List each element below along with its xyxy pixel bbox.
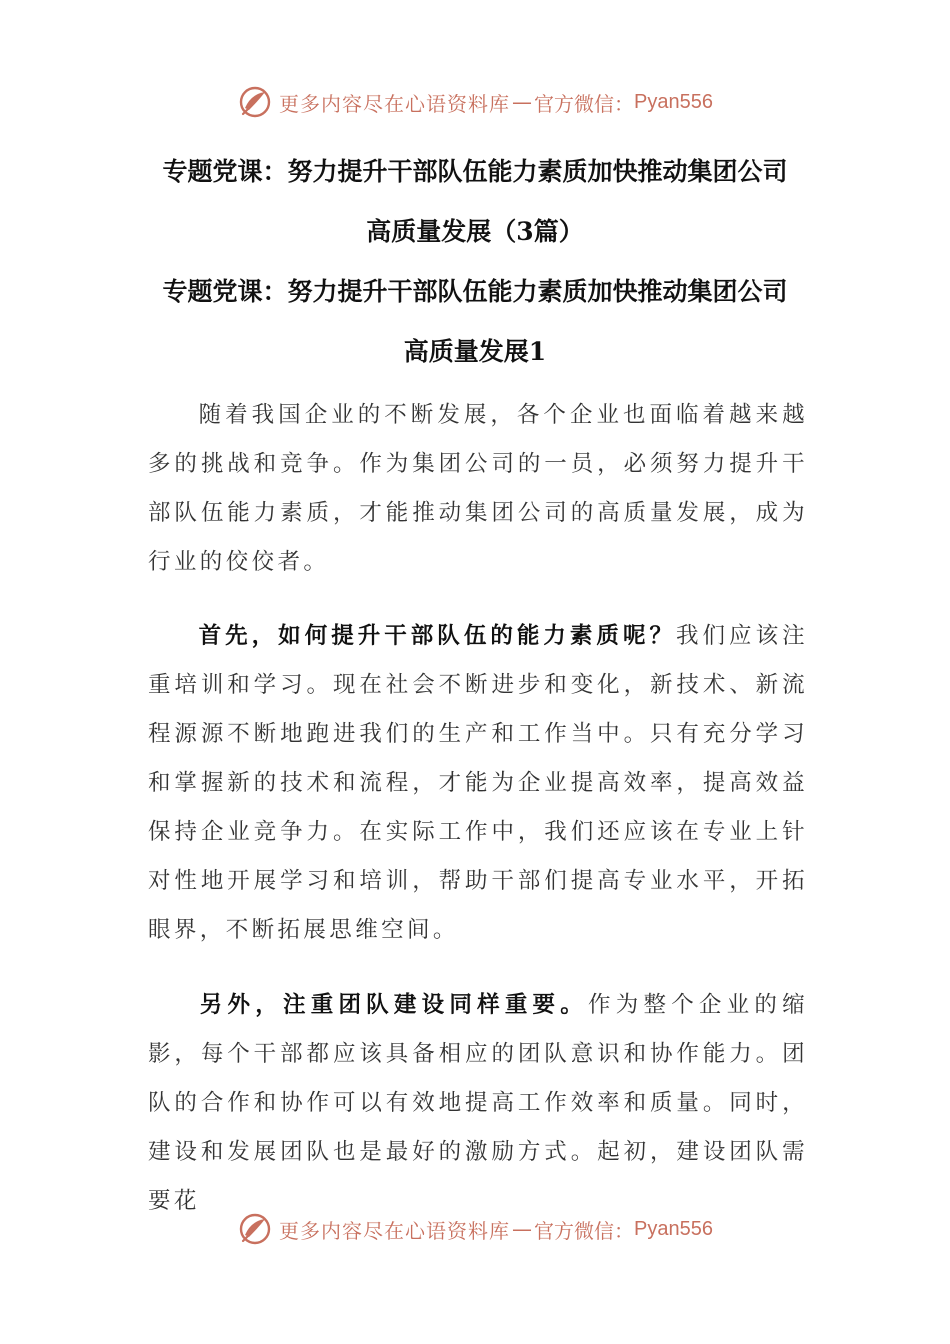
paragraph-text: 我们应该注重培训和学习。现在社会不断进步和变化，新技术、新流程源源不断地跑进我们的生产和工作当中。只有充分学习和掌握新的技术和流程，才能为企业提高效率，提高效益保持企业竞争力。在实际工作中，我们还应该在专业上针对性地开展学习和培训，帮助干部们提高专业水平，开拓眼界，不断拓展思维空间。 [148,623,808,943]
footer-watermark-banner [0,1211,950,1247]
paragraph-training [148,612,808,955]
banner-dash: — [512,90,533,114]
header-watermark-banner [0,84,950,120]
paragraph-teamwork [148,981,808,1226]
banner-label: 官方微信： [534,91,635,116]
banner-wechat-id: Pyan556 [634,90,713,113]
section-title-line1: 专题党课：努力提升干部队伍能力素质加快推动集团公司 [162,277,788,306]
banner-dash: — [512,1217,533,1241]
document-title-line1: 专题党课：努力提升干部队伍能力素质加快推动集团公司 [162,157,788,186]
document-title-line2: 高质量发展（3篇） [366,217,584,246]
paragraph-text: 随着我国企业的不断发展，各个企业也面临着越来越多的挑战和竞争。作为集团公司的一员，必须努力提升干部队伍能力素质，才能推动集团公司的高质量发展，成为行业的佼佼者。 [148,402,808,575]
pen-logo-icon [237,84,273,120]
paragraph-lead-bold: 首先，如何提升干部队伍的能力素质呢？ [198,623,676,649]
paragraph-intro [148,391,808,587]
paragraph-text: 作为整个企业的缩影，每个干部都应该具备相应的团队意识和协作能力。团队的合作和协作可以有效地提高工作效率和质量。同时，建设和发展团队也是最好的激励方式。起初，建设团队需要花 [148,992,809,1214]
banner-brand-text: 更多内容尽在心语资料库 [279,1218,511,1243]
banner-label: 官方微信： [534,1218,635,1243]
document-title [0,142,950,262]
banner-wechat-id: Pyan556 [634,1217,713,1240]
section-title [0,262,950,382]
paragraph-lead-bold: 另外，注重团队建设同样重要。 [198,992,589,1018]
pen-logo-icon [237,1211,273,1247]
banner-brand-text: 更多内容尽在心语资料库 [279,91,511,116]
section-title-line2: 高质量发展1 [403,337,547,366]
